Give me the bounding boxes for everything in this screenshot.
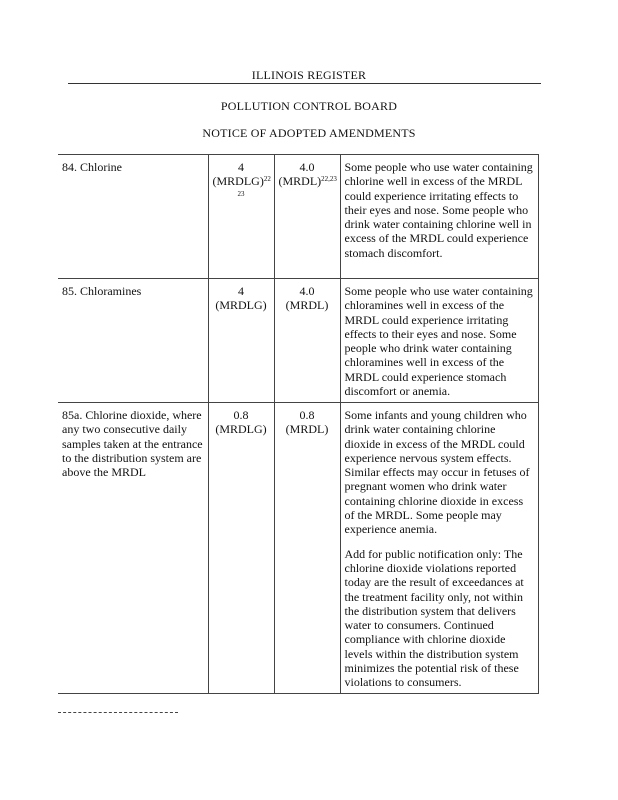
mrdl-cell: 4.0 (MRDL)$^{22,23}$	[274, 155, 340, 279]
page-continuation-mark	[58, 712, 178, 715]
mrdlg-cell: 4 (MRDLG)	[208, 279, 274, 403]
board-title: POLLUTION CONTROL BOARD	[220, 99, 398, 113]
table-row	[58, 155, 539, 279]
notice-title: NOTICE OF ADOPTED AMENDMENTS	[202, 126, 416, 140]
mrdl-cell: 0.8 (MRDL)	[274, 403, 340, 694]
footnote-ref: 23	[237, 189, 245, 198]
mrdlg-cell: 0.8 (MRDLG)	[208, 403, 274, 694]
contaminant-cell: 85. Chloramines	[58, 279, 208, 403]
public-notification-note: Add for public notification only: The chlorine dioxide violations reported today are the result of exceedances at the treatment facility only, not within the distribution system that delivers water to consumers. Continued compliance with chlorine dioxide levels within the distribution system minimizes the potential risk of these violations to consumers.	[344, 546, 524, 690]
contaminant-table	[58, 154, 539, 694]
footnote-ref: 22,23	[321, 175, 337, 184]
contaminant-cell: 85a. Chlorine dioxide, where any two consecutive daily samples taken at the entrance to the distribution system are above the MRDL	[58, 403, 208, 694]
mrdl-cell: 4.0 (MRDL)	[274, 279, 340, 403]
footnote-ref: 22	[263, 175, 271, 184]
mrdlg-cell: 4 (MRDLG)$^{22}$ 23	[208, 155, 274, 279]
header-rule	[68, 83, 541, 84]
register-title: ILLINOIS REGISTER	[251, 68, 367, 82]
health-effects-cell: Some infants and young children who drink water containing chlorine dioxide in excess of the MRDL could experience nervous system effects. Similar effects may occur in fetuses of pregnant women who drink water containing chlorine dioxide in excess of the MRDL. Some people may experience anemia. Add for public notification only: The chlorine dioxide violations reported today are the result of exceedances at the treatment facility only, not within the distribution system that delivers water to consumers. Continued compliance with chlorine dioxide levels within the distribution system minimizes the potential risk of these violations to consumers.	[340, 403, 539, 694]
health-effects-cell: Some people who use water containing chloramines well in excess of the MRDL could experience irritating effects to their eyes and nose. Some people who drink water containing chloramines well in excess of the MRDL could experience stomach discomfort or anemia.	[340, 279, 539, 403]
table-row	[58, 403, 539, 694]
contaminant-cell: 84. Chlorine	[58, 155, 208, 279]
table-row	[58, 279, 539, 403]
health-effects-cell: Some people who use water containing chlorine well in excess of the MRDL could experience irritating effects to their eyes and nose. Some people who drink water containing chlorine well in excess of the MRDL could experience stomach discomfort.	[340, 155, 539, 279]
